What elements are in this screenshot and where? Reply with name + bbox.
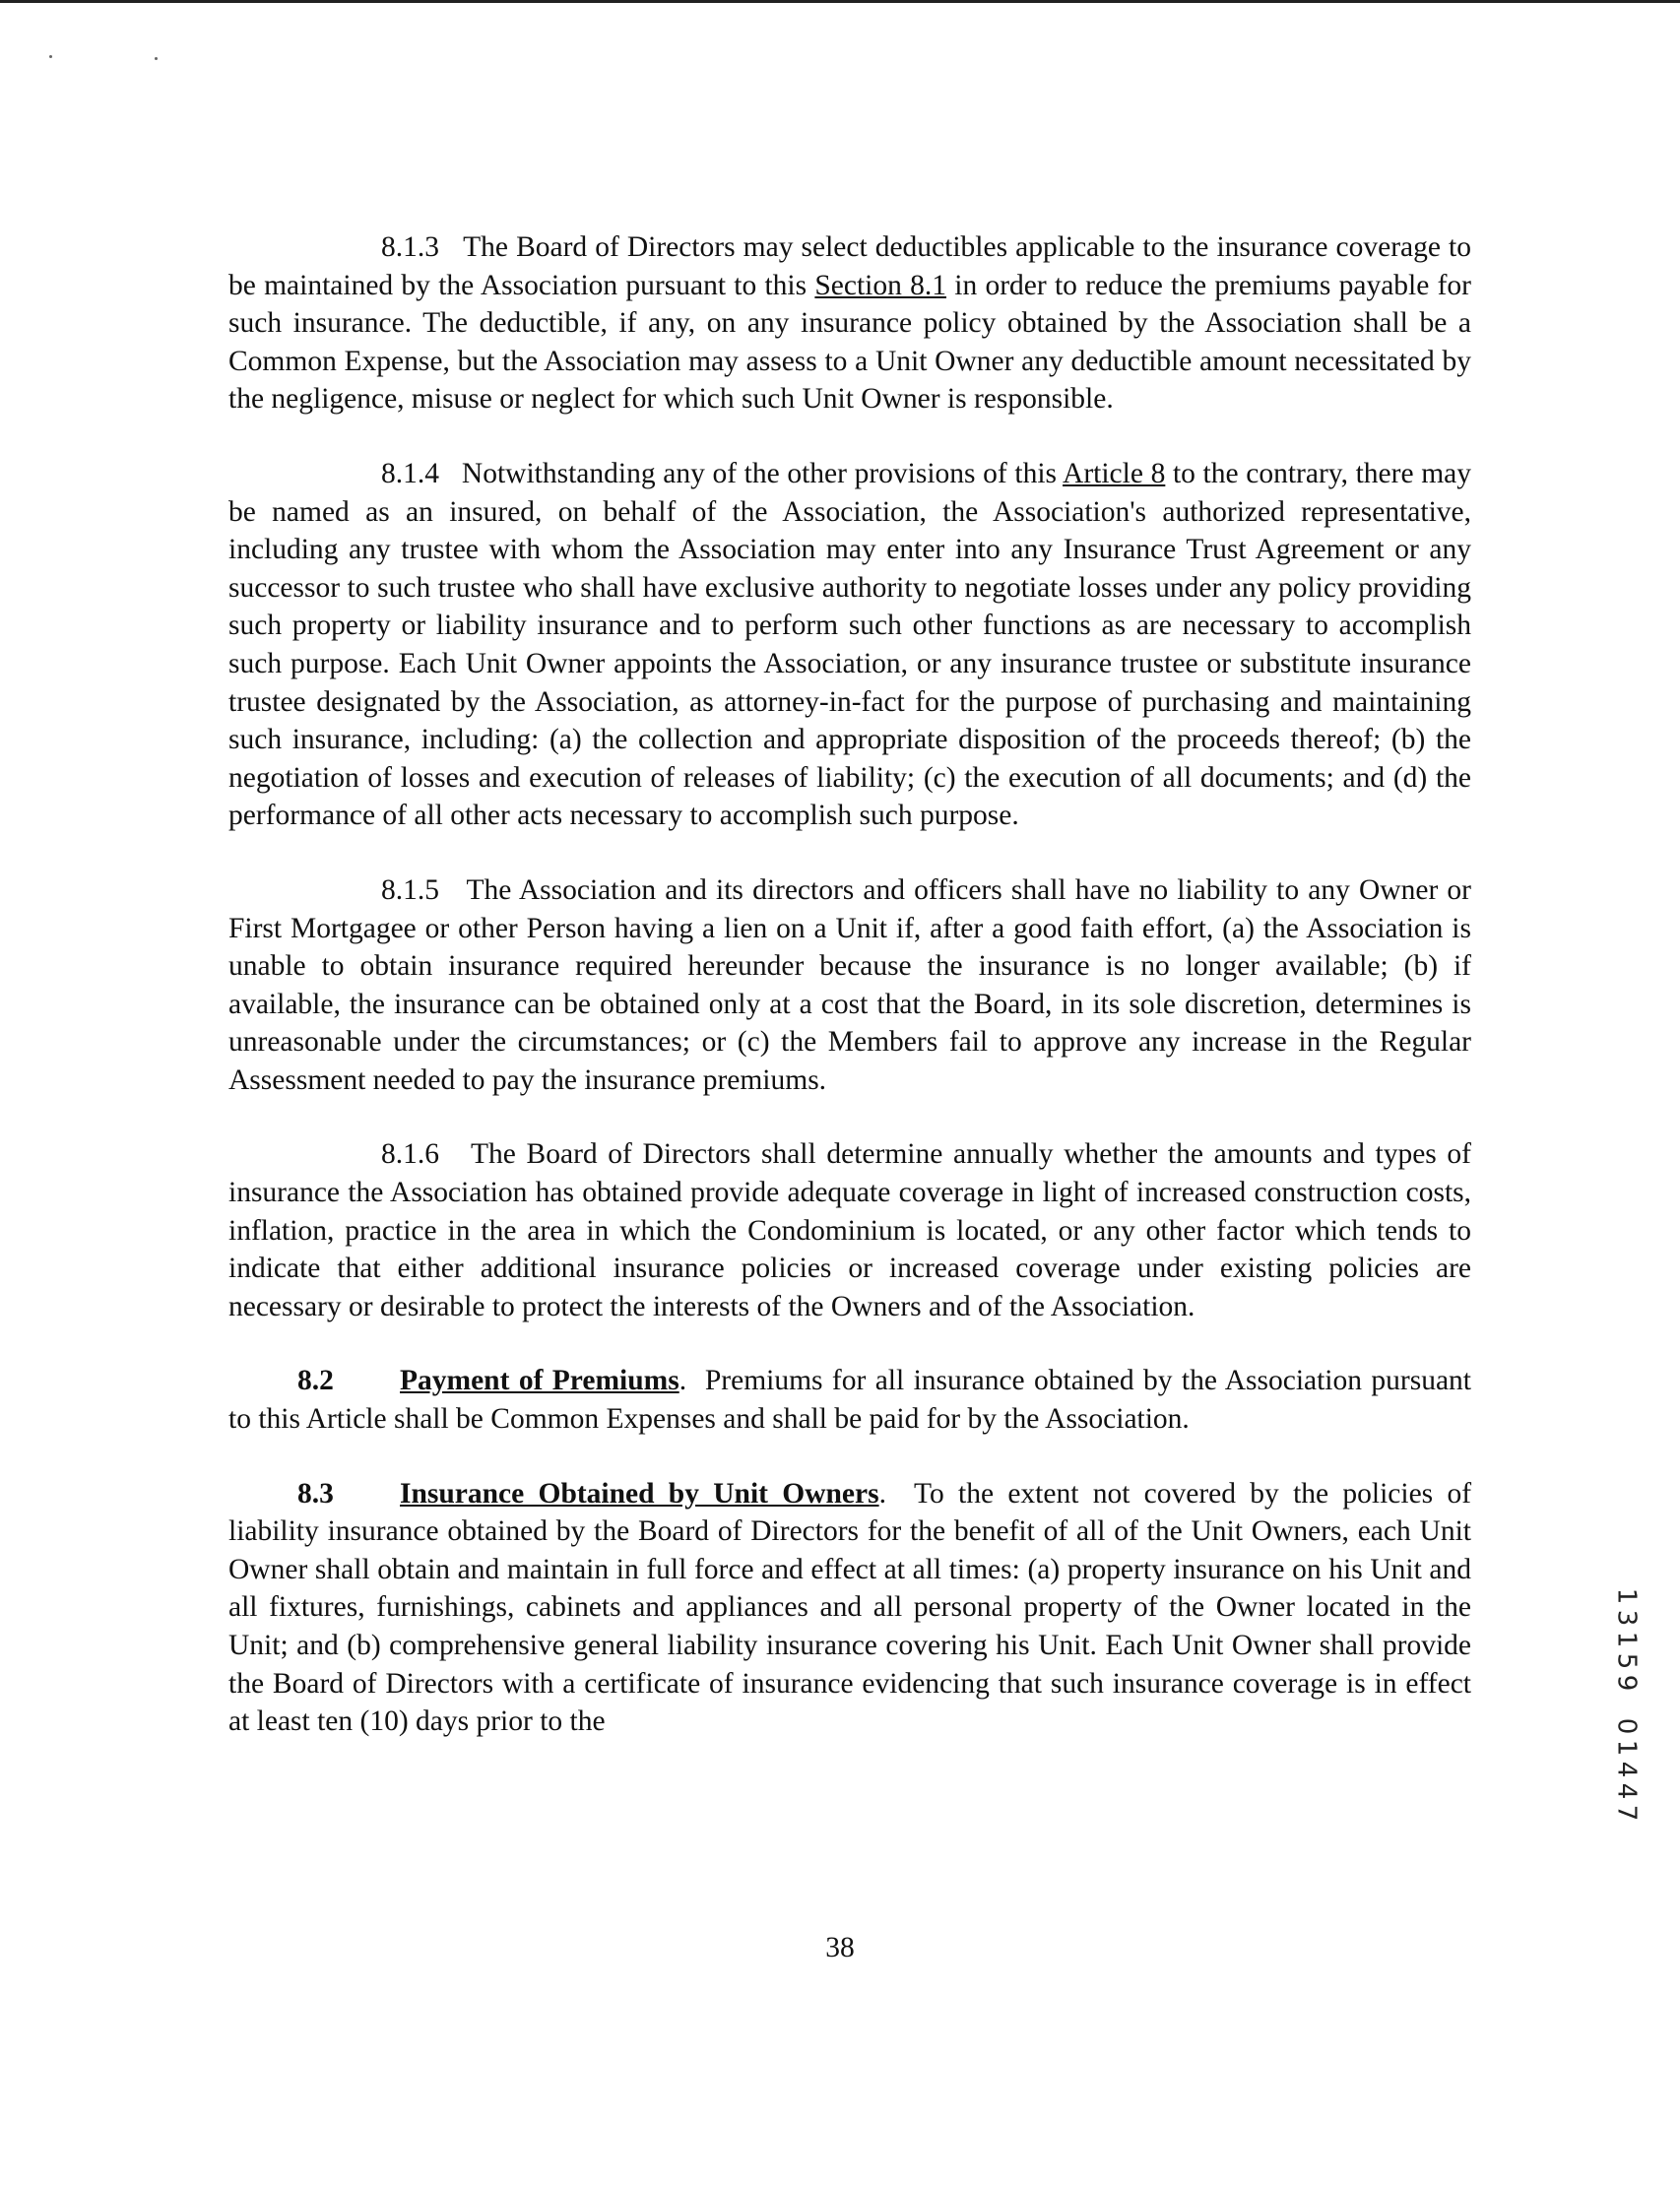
paragraph-text: The Board of Directors shall determine annually whether the amounts and types of insurance the Association has obtained provide adequate coverage in light of increased construction costs, inflation, practice in the area in which the Condominium is located, or any other factor which tends to indicate that either additional insurance policies or increased coverage under existing policies are necessary or desirable to protect the interests of the Owners and of the Association. xyxy=(228,1138,1472,1322)
section-8-3 xyxy=(228,1475,1471,1741)
paragraph-number: 8.1.5 xyxy=(381,873,439,906)
page-number: 38 xyxy=(825,1932,855,1963)
title-period: . xyxy=(678,1365,687,1397)
section-text: To the extent not covered by the policies of liability insurance obtained by the Board of Directors for the benefit of all of the Unit Owners, each Unit Owner shall obtain and maintain in full force and effect at all times: (a) property insurance on his Unit and all fixtures, furnishings, cabinets and appliances and all personal property of the Owner located in the Unit; and (b) comprehensive general liability insurance covering his Unit. Each Unit Owner shall provide the Board of Directors with a certificate of insurance evidencing that such insurance coverage is in effect at least ten (10) days prior to the xyxy=(228,1477,1472,1738)
paragraph-text: to the contrary, there may be named as an insured, on behalf of the Association, the Association's authorized representative, including any trustee with whom the Association may enter into any Insurance Trust Agreement or any successor to such trustee who shall have exclusive authority to negotiate losses under any policy providing such property or liability insurance and to perform such other functions as are necessary to accomplish such purpose. Each Unit Owner appoints the Association, or any insurance trustee or substitute insurance trustee designated by the Association, as attorney-in-fact for the purpose of purchasing and maintaining such insurance, including: (a) the collection and appropriate disposition of the proceeds thereof; (b) the negotiation of losses and execution of releases of liability; (c) the execution of all documents; and (d) the performance of all other acts necessary to accomplish such purpose. xyxy=(228,457,1471,832)
paragraph-text: Notwithstanding any of the other provisions of this xyxy=(461,457,1064,489)
title-period: . xyxy=(878,1477,886,1510)
stamp-digit: 4 xyxy=(1610,1761,1641,1778)
stamp-digit: 0 xyxy=(1610,1717,1641,1735)
paragraph-8-1-5 xyxy=(228,871,1471,1100)
paragraph-text: The Association and its directors and officers shall have no liability to any Owner or First Mortgagee or other Person having a lien on a Unit if, after a good faith effort, (a) the Association is unable to obtain insurance required hereunder because the insurance is no longer available; (b) if available, the insurance can be obtained only at a cost that the Board, in its sole discretion, determines is unreasonable under the circumstances; or (c) the Members fail to approve any increase in the Regular Assessment needed to pay the insurance premiums. xyxy=(228,873,1472,1096)
margin-stamp xyxy=(1611,1585,1641,1824)
paragraph-number: 8.1.6 xyxy=(381,1138,439,1171)
scan-speck xyxy=(49,55,52,58)
paragraph-number: 8.1.4 xyxy=(381,457,439,489)
paragraph-8-1-6 xyxy=(228,1135,1471,1325)
stamp-digit: 1 xyxy=(1610,1587,1641,1605)
stamp-digit: 4 xyxy=(1610,1782,1641,1800)
section-number: 8.3 xyxy=(297,1477,334,1510)
paragraph-text: The Board of Directors may select deductibles applicable to the insurance coverage to be maintained by the Association pursuant to this xyxy=(228,231,1471,301)
scan-speck xyxy=(155,57,158,60)
section-title: Insurance Obtained by Unit Owners xyxy=(400,1477,879,1510)
paragraph-text: in order to reduce the premiums payable for such insurance. The deductible, if any, on any insurance policy obtained by the Association shall be a Common Expense, but the Association may assess to a Unit Owner any deductible amount necessitated by the negligence, misuse or neglect for which such Unit Owner is responsible. xyxy=(228,269,1471,416)
section-text: Premiums for all insurance obtained by the Association pursuant to this Article shall be Common Expenses and shall be paid for by the Association. xyxy=(228,1365,1471,1436)
section-number: 8.2 xyxy=(297,1365,334,1397)
section-8-1-reference: Section 8.1 xyxy=(814,269,946,301)
stamp-digit: 9 xyxy=(1610,1674,1641,1692)
article-8-reference: Article 8 xyxy=(1063,457,1166,489)
top-border-line xyxy=(0,0,1680,3)
stamp-digit: 7 xyxy=(1610,1804,1641,1822)
stamp-digit: 3 xyxy=(1610,1609,1641,1627)
section-8-2 xyxy=(228,1362,1471,1438)
stamp-digit: 1 xyxy=(1610,1631,1641,1648)
paragraph-number: 8.1.3 xyxy=(381,231,439,263)
paragraph-8-1-3 xyxy=(228,228,1471,418)
document-body xyxy=(228,228,1471,1777)
paragraph-8-1-4 xyxy=(228,455,1471,835)
stamp-digit: 1 xyxy=(1610,1739,1641,1757)
section-title: Payment of Premiums xyxy=(400,1365,679,1397)
stamp-digit: 5 xyxy=(1610,1652,1641,1670)
